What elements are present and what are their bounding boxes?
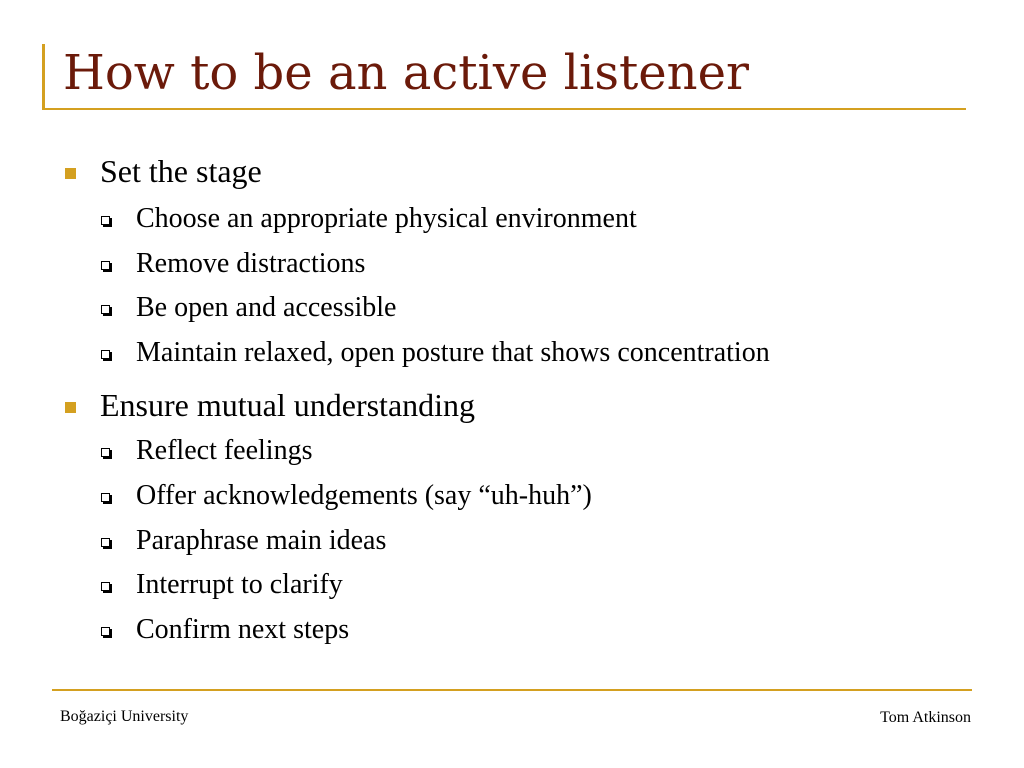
title-accent-vertical-rule (42, 44, 45, 110)
sub-bullet-item: Maintain relaxed, open posture that shows concentration (136, 337, 770, 368)
hollow-square-icon (101, 582, 110, 591)
hollow-square-icon (101, 261, 110, 270)
sub-bullet-item: Paraphrase main ideas (136, 525, 387, 556)
sub-bullet-item: Confirm next steps (136, 614, 350, 645)
slide-title: How to be an active listener (63, 45, 749, 101)
hollow-square-icon (101, 493, 110, 502)
hollow-square-icon (101, 627, 110, 636)
hollow-square-icon (101, 305, 110, 314)
filled-square-icon (65, 402, 76, 413)
hollow-square-icon (101, 448, 110, 457)
footer-institution: Boğaziçi University (60, 708, 189, 725)
sub-bullet-item: Interrupt to clarify (136, 569, 343, 600)
footer-rule (52, 689, 972, 691)
title-accent-horizontal-rule (42, 108, 966, 110)
bullet-heading: Set the stage (100, 153, 262, 189)
hollow-square-icon (101, 538, 110, 547)
sub-bullet-item: Offer acknowledgements (say “uh-huh”) (136, 480, 592, 511)
sub-bullet-item: Be open and accessible (136, 292, 397, 323)
filled-square-icon (65, 168, 76, 179)
sub-bullet-item: Choose an appropriate physical environment (136, 203, 637, 234)
bullet-heading: Ensure mutual understanding (100, 387, 476, 423)
footer-author: Tom Atkinson (880, 709, 971, 726)
sub-bullet-item: Remove distractions (136, 248, 366, 279)
sub-bullet-item: Reflect feelings (136, 435, 313, 466)
hollow-square-icon (101, 216, 110, 225)
hollow-square-icon (101, 350, 110, 359)
